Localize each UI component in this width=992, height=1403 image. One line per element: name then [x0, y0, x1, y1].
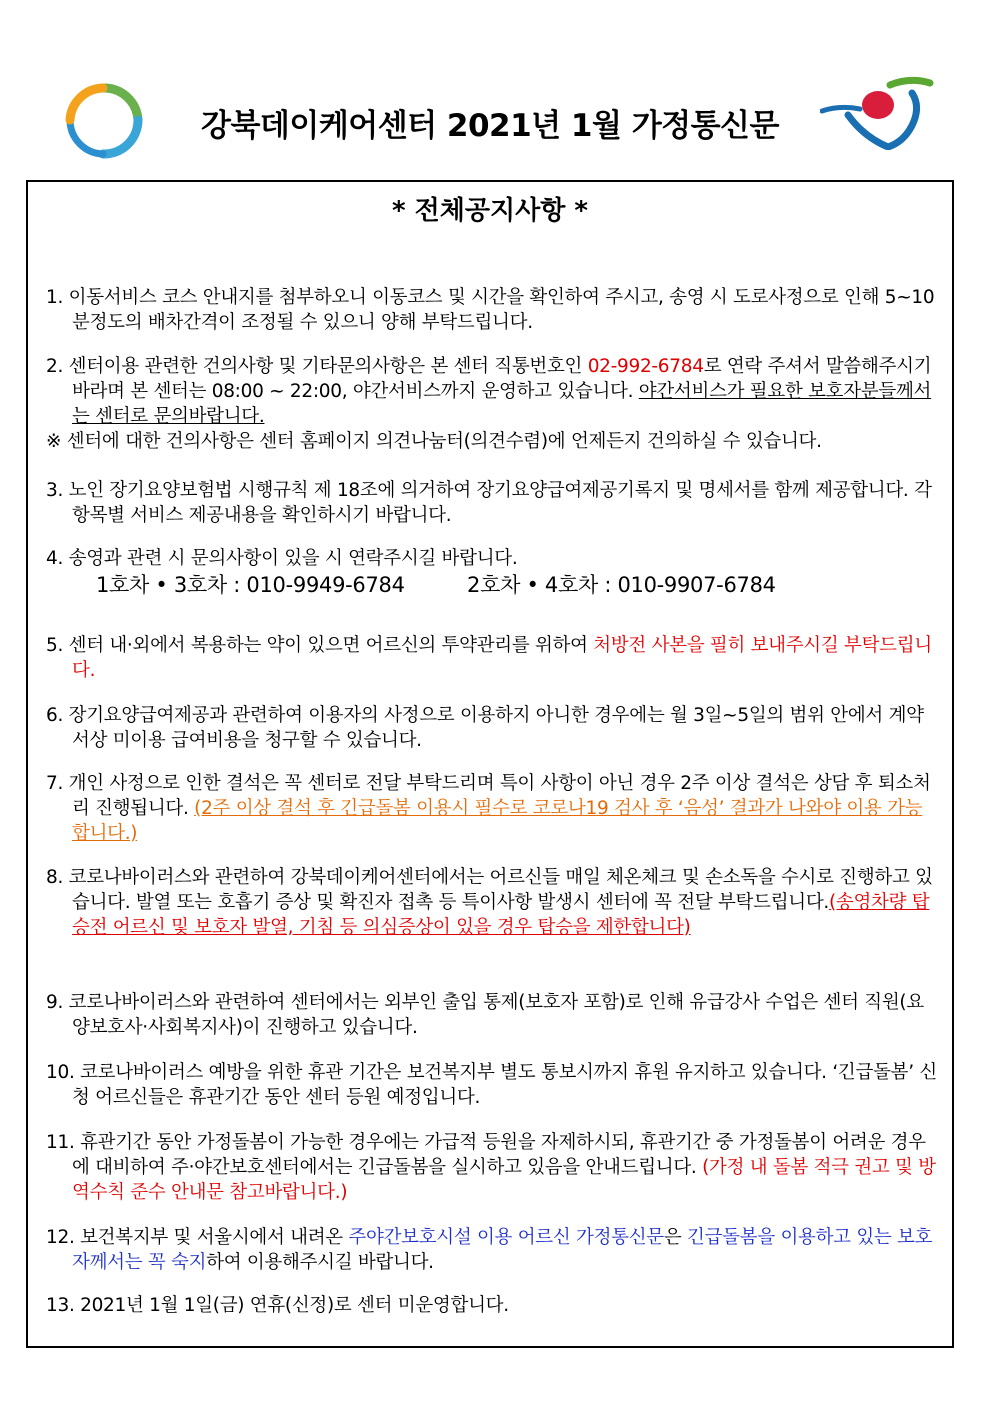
item-3-text: 3. 노인 장기요양보험법 시행규칙 제 18조에 의거하여 장기요양급여제공기록지 및 명세서를 함께 제공합니다. 각 항목별 서비스 제공내용을 확인하시기 바랍니다. [46, 480, 932, 526]
circle-swirl-logo [58, 80, 148, 160]
item-8-text: 8. 코로나바이러스와 관련하여 강북데이케어센터에서는 어르신들 매일 체온체크 및 손소독을 수시로 진행하고 있습니다. 발열 또는 호흡기 증상 및 확진자 접촉 등 특이사항 발생시 센터에 꼭 전달 부탁드립니다. [46, 867, 933, 913]
item-12-blue-b: 긴급돌봄을 이용하고 있는 보호자께서는 꼭 숙지 [72, 1227, 933, 1273]
notice-item-3 [46, 478, 938, 528]
item-12-text: 12. 보건복지부 및 서울시에서 내려온 [46, 1227, 349, 1248]
notice-item-6 [46, 703, 938, 753]
shuttle-phone-2: 2호차 • 4호차 : 010-9907-6784 [467, 573, 776, 597]
item-2-text-c: 야간서비스가 필요한 보호자분들께서는 센터로 문의바랍니다. [72, 381, 932, 427]
item-12-blue-a: 주야간보호시설 이용 어르신 가정통신문 [348, 1227, 664, 1248]
notice-box [26, 180, 954, 1348]
notice-item-1 [46, 285, 938, 335]
item-7-text: 7. 개인 사정으로 인한 결석은 꼭 센터로 전달 부탁드리며 특이 사항이 아닌 경우 2주 이상 결석은 상담 후 퇴소처리 진행됩니다. [46, 773, 931, 819]
item-11-highlight: (가정 내 돌봄 적극 권고 및 방역수칙 준수 안내문 참고바랍니다.) [72, 1157, 936, 1203]
item-4-text: 4. 송영과 관련 시 문의사항이 있을 시 연락주시길 바랍니다. [46, 548, 518, 569]
gangbuk-gu-logo [820, 75, 935, 150]
item-13-text: 13. 2021년 1월 1일(금) 연휴(신정)로 센터 미운영합니다. [46, 1295, 509, 1316]
notice-item-12 [46, 1225, 938, 1275]
item-6-text: 6. 장기요양급여제공과 관련하여 이용자의 사정으로 이용하지 아니한 경우에는 월 3일~5일의 범위 안에서 계약서상 미이용 급여비용을 청구할 수 있습니다. [46, 705, 924, 751]
item-11-text: 11. 휴관기간 동안 가정돌봄이 가능한 경우에는 가급적 등원을 자제하시되, 휴관기간 중 가정돌봄이 어려운 경우에 대비하여 주·야간보호센터에서는 긴급돌봄을 실시하고 있음을 안내드립니다. [46, 1132, 926, 1178]
item-12-text-c: 은 [663, 1227, 688, 1248]
shuttle-phone-1: 1호차 • 3호차 : 010-9949-6784 [96, 573, 405, 597]
notice-item-2 [46, 354, 938, 454]
item-1-text: 1. 이동서비스 코스 안내지를 첨부하오니 이동코스 및 시간을 확인하여 주시고, 송영 시 도로사정으로 인해 5~10분정도의 배차간격이 조정될 수 있으니 양해 부탁드립니다. [46, 287, 935, 333]
item-5-text: 5. 센터 내·외에서 복용하는 약이 있으면 어르신의 투약관리를 위하여 [46, 635, 594, 656]
header [0, 0, 992, 170]
shuttle-phones [46, 573, 938, 598]
item-7-highlight: (2주 이상 결석 후 긴급돌봄 이용시 필수로 코로나19 검사 후 ‘음성’ 결과가 나와야 이용 가능합니다.) [72, 798, 923, 844]
center-phone-number: 02-992-6784 [587, 356, 704, 377]
notice-item-7 [46, 771, 938, 846]
notice-item-9 [46, 990, 938, 1040]
item-2-text-b: 로 연락 주셔서 말씀해주시기 바라며 본 센터는 08:00 ~ 22:00, 야간서비스까지 운영하고 있습니다. [72, 356, 932, 402]
notice-item-5 [46, 633, 938, 683]
notice-item-13 [46, 1293, 938, 1318]
item-5-highlight: 처방전 사본을 필히 보내주시길 부탁드립니다. [72, 635, 932, 681]
page-title: 강북데이케어센터 2021년 1월 가정통신문 [201, 108, 779, 144]
item-2-note: ※ 센터에 대한 건의사항은 센터 홈페이지 의견나눔터(의견수렴)에 언제든지 건의하실 수 있습니다. [46, 431, 822, 452]
notice-item-10 [46, 1060, 938, 1110]
item-12-text-e: 하여 이용해주시길 바랍니다. [206, 1252, 434, 1273]
item-10-text: 10. 코로나바이러스 예방을 위한 휴관 기간은 보건복지부 별도 통보시까지 휴원 유지하고 있습니다. ‘긴급돌봄’ 신청 어르신들은 휴관기간 동안 센터 등원 예정입니다. [46, 1062, 937, 1108]
notice-item-11 [46, 1130, 938, 1205]
item-8-highlight: (송영차량 탑승전 어르신 및 보호자 발열, 기침 등 의심증상이 있을 경우 탑승을 제한합니다) [72, 892, 930, 938]
notice-item-4 [46, 546, 938, 598]
notice-heading: * 전체공지사항 * [392, 196, 588, 226]
item-9-text: 9. 코로나바이러스와 관련하여 센터에서는 외부인 출입 통제(보호자 포함)로 인해 유급강사 수업은 센터 직원(요양보호사·사회복지사)이 진행하고 있습니다. [46, 992, 924, 1038]
item-2-text: 2. 센터이용 관련한 건의사항 및 기타문의사항은 본 센터 직통번호인 [46, 356, 588, 377]
notice-item-8 [46, 865, 938, 940]
